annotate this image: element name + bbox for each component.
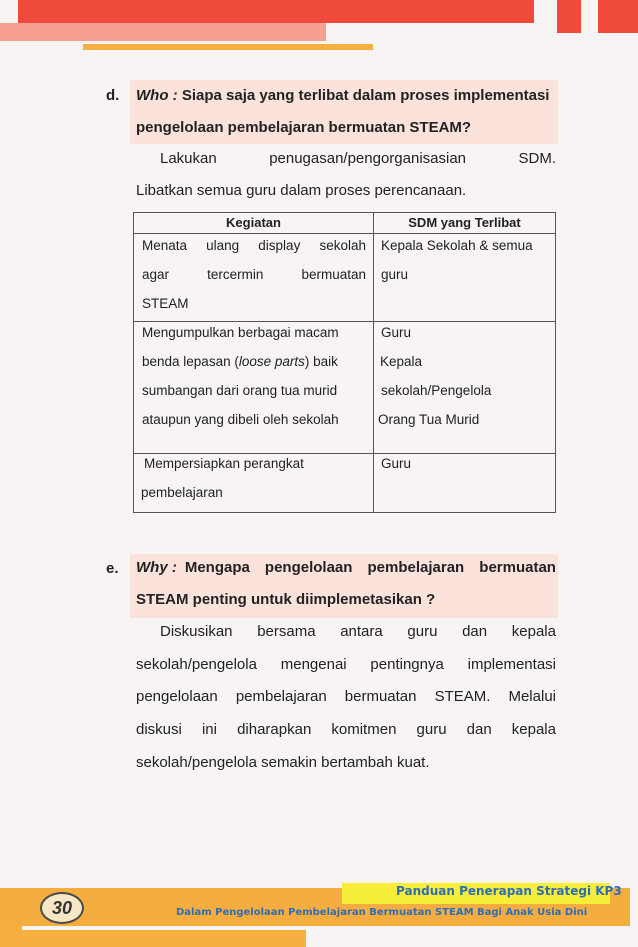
word: Mengapa: [184, 559, 250, 576]
cell-line: Guru: [381, 325, 412, 340]
word: guru: [407, 623, 438, 640]
word: display: [258, 238, 301, 253]
word: guru: [416, 721, 447, 738]
footer-title-line2: Dalam Pengelolaan Pembelajaran Bermuatan STEAM Bagi Anak Usia Dini: [176, 907, 588, 918]
section-e-heading-text: [185, 559, 556, 576]
word: pengelolaan: [136, 688, 218, 705]
sdm-table: [133, 212, 556, 513]
section-e-paragraph-line: [136, 656, 556, 673]
word: diharapkan: [237, 721, 312, 738]
section-e-paragraph-line: [136, 688, 556, 705]
word: kepala: [511, 623, 556, 640]
footer-title-line1: Panduan Penerapan Strategi KP3: [396, 884, 622, 898]
word: implementasi: [467, 656, 556, 673]
header-orange-line: [83, 44, 373, 50]
table-cell-kegiatan: [141, 449, 368, 507]
word: Menata: [142, 238, 188, 253]
table-cell-sdm: [378, 318, 554, 434]
section-d-paragraph-line2: Libatkan semua guru dalam proses perencanaan.: [136, 182, 467, 199]
word: mengenai: [280, 656, 347, 673]
cell-line: Mengumpulkan berbagai macam: [142, 325, 339, 340]
cell-line: STEAM: [142, 296, 189, 311]
cell-line: Kepala Sekolah & semua: [381, 238, 533, 253]
footer-orange-bar: [22, 930, 306, 947]
word: dan: [466, 721, 492, 738]
header-salmon-bar: [0, 23, 326, 41]
section-e-heading: [136, 559, 556, 576]
word: komitmen: [331, 721, 397, 738]
word: bermuatan: [301, 267, 366, 282]
section-d-heading-text: Siapa saja yang terlibat dalam proses implementasi: [181, 87, 550, 104]
word: ini: [201, 721, 217, 738]
word: kepala: [511, 721, 556, 738]
table-header-sdm: SDM yang Terlibat: [408, 215, 521, 230]
who-label: Who :: [136, 87, 178, 104]
word: sekolah: [319, 238, 366, 253]
word: pengelolaan: [264, 559, 353, 576]
word: bersama: [257, 623, 316, 640]
table-cell-sdm: [381, 449, 553, 478]
para-word: Lakukan: [160, 150, 217, 167]
section-d-heading-line2: pengelolaan pembelajaran bermuatan STEAM?: [136, 119, 472, 136]
word: STEAM.: [434, 688, 491, 705]
header-red-block: [557, 0, 581, 33]
word: Diskusikan: [160, 623, 233, 640]
section-e-paragraph-line: [136, 623, 556, 640]
section-d-heading: [136, 86, 549, 105]
cell-line: [142, 231, 366, 260]
table-cell-kegiatan: [142, 318, 368, 434]
cell-line: Guru: [381, 456, 412, 471]
section-e-heading-line2: STEAM penting untuk diimplemetasikan ?: [136, 591, 436, 608]
page-number: 30: [40, 892, 84, 924]
table-header-kegiatan: Kegiatan: [226, 215, 281, 230]
word: bermuatan: [479, 559, 556, 576]
why-label: Why :: [136, 559, 177, 576]
word: bermuatan: [344, 688, 417, 705]
cell-line: pembelajaran: [141, 485, 223, 500]
cell-text: benda lepasan (loose parts) baik: [142, 354, 338, 369]
header-red-bar: [18, 0, 534, 23]
word: dan: [462, 623, 488, 640]
section-e-paragraph-line: [136, 721, 556, 738]
word: pembelajaran: [235, 688, 327, 705]
cell-line: guru: [381, 267, 409, 282]
word: sekolah/pengelola: [136, 656, 257, 673]
section-e-marker: e.: [106, 560, 119, 577]
word: pentingnya: [370, 656, 444, 673]
para-word: SDM.: [518, 150, 556, 167]
footer-orange-corner: [0, 926, 22, 947]
word: agar: [142, 267, 170, 282]
cell-line: Orang Tua Murid: [378, 412, 480, 427]
cell-line: ataupun yang dibeli oleh sekolah: [142, 412, 339, 427]
para-word: penugasan/pengorganisasian: [269, 150, 467, 167]
word: diskusi: [136, 721, 182, 738]
word: pembelajaran: [367, 559, 465, 576]
word: ulang: [206, 238, 240, 253]
cell-line: [142, 260, 366, 289]
section-d-marker: d.: [106, 87, 120, 104]
cell-line: Kepala: [380, 354, 423, 369]
section-d-paragraph-line1: [136, 150, 556, 167]
word: antara: [340, 623, 383, 640]
cell-line: Mempersiapkan perangkat: [144, 456, 304, 471]
cell-line: sekolah/Pengelola: [381, 383, 492, 398]
cell-line: sumbangan dari orang tua murid: [142, 383, 338, 398]
header-red-block-right: [598, 0, 638, 33]
cell-line: [142, 347, 368, 376]
italic-term: loose parts: [238, 354, 305, 369]
table-column-divider: [373, 213, 374, 512]
table-cell-sdm: [381, 231, 553, 289]
table-cell-kegiatan: [142, 231, 366, 318]
word: tercermin: [207, 267, 264, 282]
word: Melalui: [508, 688, 556, 705]
section-e-paragraph-line-last: sekolah/pengelola semakin bertambah kuat.: [136, 754, 430, 771]
